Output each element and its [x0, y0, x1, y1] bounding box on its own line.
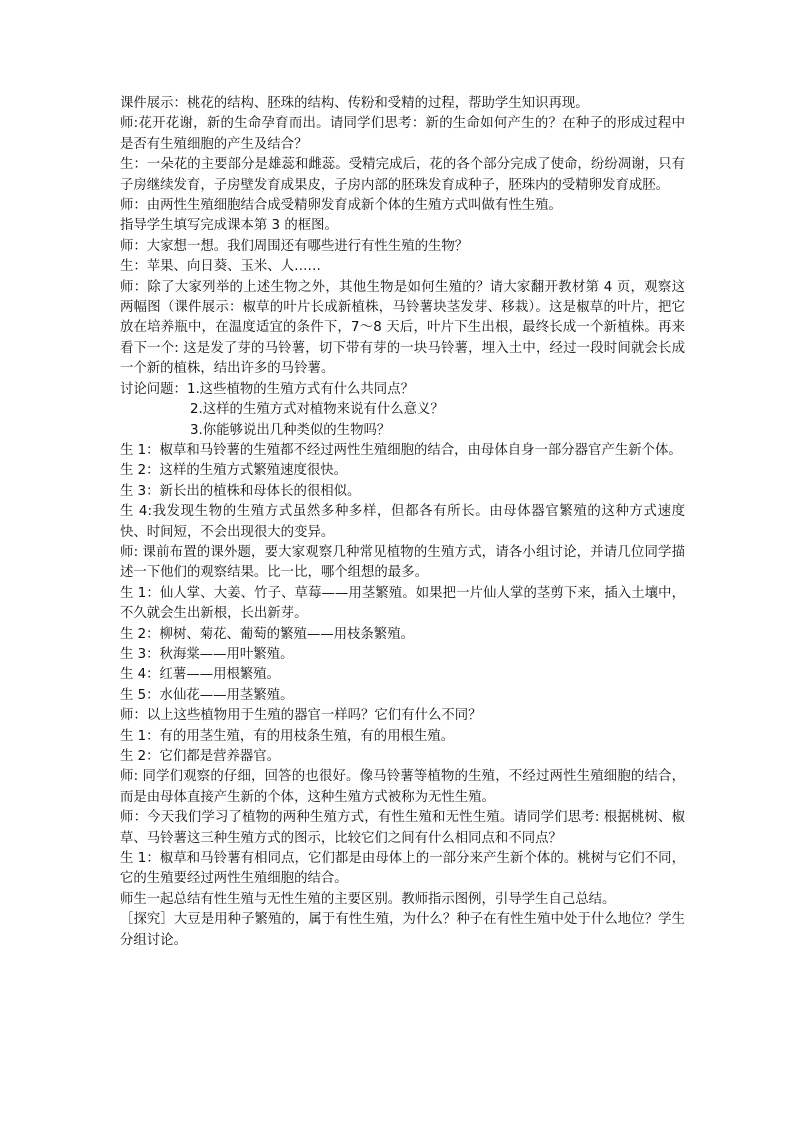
paragraph-teacher-textbook: 师：除了大家列举的上述生物之外，其他生物是如何生殖的？请大家翻开教材第 4 页，观察这两幅图（课件展示：椒草的叶片长成新植株，马铃薯块茎发芽、移栽）。这是椒草的叶片，把它放在培养瓶中，在温度适宜的条件下，7～8 天后，叶片下生出根，最终长成一个新植株。再来看下一个: 这是发了芽的马铃薯，切下带有芽的一块马铃薯，埋入土中，经过一段时间就会长成一个新的植株，结出许多的马铃薯。 — [120, 279, 685, 377]
paragraph-student-4: 生 4:我发现生物的生殖方式虽然多种多样，但都各有所长。由母体器官繁殖的这种方式速度快、时间短，不会出现很大的变异。 — [120, 504, 685, 540]
paragraph-teacher-question: 师:花开花谢，新的生命孕育而出。请同学们思考：新的生命如何产生的？在种子的形成过程中是否有生殖细胞的产生及结合？ — [120, 116, 685, 152]
paragraph-student-3-leaf: 生 3：秋海棠——用叶繁殖。 — [120, 646, 294, 662]
paragraph-teacher-think: 师：大家想一想。我们周围还有哪些进行有性生殖的生物？ — [120, 238, 469, 254]
paragraph-student-2: 生 2：这样的生殖方式繁殖速度很快。 — [120, 463, 348, 479]
paragraph-summary: 师生一起总结有性生殖与无性生殖的主要区别。教师指示图例，引导学生自己总结。 — [120, 891, 616, 907]
paragraph-student-5-stem: 生 5：水仙花——用茎繁殖。 — [120, 687, 294, 703]
paragraph-courseware: 课件展示：桃花的结构、胚珠的结构、传粉和受精的过程，帮助学生知识再现。 — [120, 96, 589, 111]
paragraph-teacher-assignment: 师: 课前布置的课外题，要大家观察几种常见植物的生殖方式，请各小组讨论，并请几位同学描述一下他们的观察结果。比一比，哪个组想的最多。 — [120, 544, 685, 581]
paragraph-guide-fill: 指导学生填写完成课本第 3 的框图。 — [120, 218, 338, 234]
paragraph-student-1: 生 1：椒草和马铃薯的生殖都不经过两性生殖细胞的结合，由母体自身一部分器官产生新个体。 — [120, 442, 682, 458]
paragraph-student-2-branch: 生 2：柳树、菊花、葡萄的繁殖——用枝条繁殖。 — [120, 626, 414, 642]
paragraph-sexual-reproduction-definition: 师：由两性生殖细胞结合成受精卵发育成新个体的生殖方式叫做有性生殖。 — [120, 198, 562, 214]
paragraph-teacher-compare: 师：今天我们学习了植物的两种生殖方式，有性生殖和无性生殖。请同学们思考: 根据桃树、椒草、马铃薯这三种生殖方式的图示，比较它们之间有什么相同点和不同点？ — [120, 810, 685, 846]
discussion-question-1: 讨论问题：1.这些植物的生殖方式有什么共同点？ — [120, 381, 414, 397]
paragraph-student-3: 生 3：新长出的植株和母体长的很相似。 — [120, 483, 361, 499]
paragraph-student-1-compare: 生 1：椒草和马铃薯有相同点，它们都是由母体上的一部分来产生新个体的。桃树与它们不同，它的生殖要经过两性生殖细胞的结合。 — [120, 851, 685, 887]
paragraph-teacher-organs: 师：以上这些植物用于生殖的器官一样吗？它们有什么不同？ — [120, 708, 482, 724]
paragraph-student-2-organs: 生 2：它们都是营养器官。 — [120, 749, 281, 764]
paragraph-student-1-organs: 生 1：有的用茎生殖，有的用枝条生殖，有的用根生殖。 — [120, 728, 455, 744]
paragraph-student-examples: 生：苹果、向日葵、玉米、人…… — [120, 259, 321, 275]
paragraph-student-answer: 生：一朵花的主要部分是雄蕊和雌蕊。受精完成后，花的各个部分完成了使命，纷纷凋谢，只有子房继续发育，子房壁发育成果皮，子房内部的胚珠发育成种子，胚珠内的受精卵发育成胚。 — [120, 157, 685, 193]
paragraph-asexual-definition: 师: 同学们观察的仔细，回答的也很好。像马铃薯等植物的生殖，不经过两性生殖细胞的结合，而是由母体直接产生新的个体，这种生殖方式被称为无性生殖。 — [120, 769, 685, 805]
discussion-question-3: 3.你能够说出几种类似的生物吗？ — [190, 422, 391, 438]
discussion-question-2: 2.这样的生殖方式对植物来说有什么意义？ — [190, 402, 444, 418]
paragraph-student-1-stem: 生 1：仙人掌、大姜、竹子、草莓——用茎繁殖。如果把一片仙人掌的茎剪下来，插入土壤中，不久就会生出新根，长出新芽。 — [120, 585, 685, 622]
paragraph-inquiry: ［探究］大豆是用种子繁殖的，属于有性生殖，为什么？种子在有性生殖中处于什么地位？学生分组讨论。 — [120, 912, 685, 948]
paragraph-student-4-root: 生 4：红薯——用根繁殖。 — [120, 667, 281, 683]
document-body — [120, 94, 685, 951]
